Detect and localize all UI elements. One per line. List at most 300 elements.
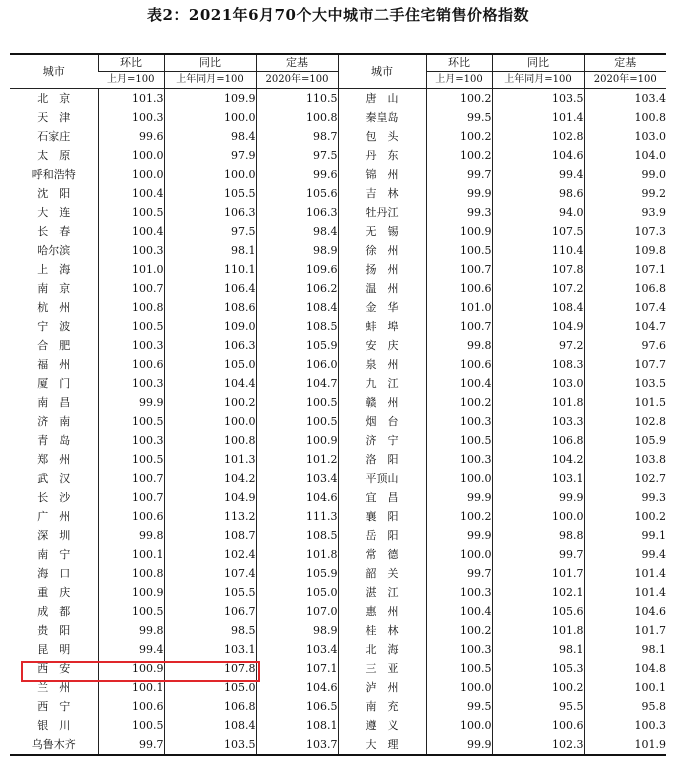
yoy-value-left: 104.9 bbox=[164, 488, 256, 507]
city-name-left: 海 口 bbox=[37, 567, 71, 580]
yoy-value-left: 97.9 bbox=[164, 146, 256, 165]
yoy-value-left: 100.8 bbox=[164, 431, 256, 450]
yoy-value-left: 106.3 bbox=[164, 203, 256, 222]
city-name-left: 南 昌 bbox=[37, 396, 71, 409]
table-row bbox=[10, 203, 666, 222]
city-name-right: 南 充 bbox=[338, 697, 426, 716]
mom-value-right: 100.2 bbox=[426, 621, 492, 640]
city-name-left: 呼和浩特 bbox=[31, 168, 76, 181]
city-name-right: 襄 阳 bbox=[338, 507, 426, 526]
base-value-left: 105.6 bbox=[256, 184, 338, 203]
base-value-left: 100.5 bbox=[256, 393, 338, 412]
yoy-value-right: 103.1 bbox=[492, 469, 584, 488]
mom-value-left: 100.7 bbox=[98, 488, 164, 507]
mom-value-right: 100.0 bbox=[426, 678, 492, 697]
table-row bbox=[10, 431, 666, 450]
yoy-value-left: 106.3 bbox=[164, 336, 256, 355]
table-row bbox=[10, 298, 666, 317]
base-value-left: 105.0 bbox=[256, 583, 338, 602]
mom-value-right: 100.3 bbox=[426, 583, 492, 602]
city-name-left: 上 海 bbox=[37, 263, 71, 276]
city-name-right: 徐 州 bbox=[338, 241, 426, 260]
base-value-left: 107.1 bbox=[256, 659, 338, 678]
base-value-left: 109.6 bbox=[256, 260, 338, 279]
base-value-right: 103.8 bbox=[584, 450, 666, 469]
yoy-value-right: 100.6 bbox=[492, 716, 584, 735]
table-row bbox=[10, 184, 666, 203]
mom-value-left: 101.0 bbox=[98, 260, 164, 279]
table-row bbox=[10, 222, 666, 241]
base-value-right: 103.5 bbox=[584, 374, 666, 393]
yoy-value-right: 101.4 bbox=[492, 108, 584, 127]
mom-value-right: 100.4 bbox=[426, 602, 492, 621]
city-name-left: 成 都 bbox=[37, 605, 71, 618]
mom-value-right: 99.8 bbox=[426, 336, 492, 355]
table-row bbox=[10, 678, 666, 697]
yoy-value-right: 107.5 bbox=[492, 222, 584, 241]
yoy-value-left: 106.7 bbox=[164, 602, 256, 621]
city-name-right: 包 头 bbox=[338, 127, 426, 146]
city-name-left: 广 州 bbox=[37, 510, 71, 523]
base-value-right: 97.6 bbox=[584, 336, 666, 355]
yoy-value-right: 97.2 bbox=[492, 336, 584, 355]
base-value-left: 100.8 bbox=[256, 108, 338, 127]
base-value-right: 106.8 bbox=[584, 279, 666, 298]
yoy-value-left: 108.6 bbox=[164, 298, 256, 317]
mom-value-left: 100.7 bbox=[98, 279, 164, 298]
city-name-right: 岳 阳 bbox=[338, 526, 426, 545]
base-value-left: 98.7 bbox=[256, 127, 338, 146]
mom-value-right: 100.3 bbox=[426, 640, 492, 659]
table-row bbox=[10, 279, 666, 298]
yoy-value-left: 97.5 bbox=[164, 222, 256, 241]
mom-value-left: 100.5 bbox=[98, 450, 164, 469]
city-name-left: 乌鲁木齐 bbox=[10, 735, 98, 755]
yoy-value-right: 108.4 bbox=[492, 298, 584, 317]
yoy-value-left: 100.2 bbox=[164, 393, 256, 412]
city-name-left: 福 州 bbox=[37, 358, 71, 371]
mom-value-left: 100.0 bbox=[98, 165, 164, 184]
yoy-value-right: 102.1 bbox=[492, 583, 584, 602]
table-row bbox=[10, 735, 666, 755]
header-base-right: 定基 bbox=[584, 54, 666, 72]
city-name-left: 武 汉 bbox=[37, 472, 71, 485]
yoy-value-right: 98.6 bbox=[492, 184, 584, 203]
mom-value-right: 100.2 bbox=[426, 146, 492, 165]
base-value-left: 105.9 bbox=[256, 564, 338, 583]
mom-value-left: 100.1 bbox=[98, 545, 164, 564]
table-row bbox=[10, 602, 666, 621]
mom-value-right: 100.5 bbox=[426, 431, 492, 450]
mom-value-right: 101.0 bbox=[426, 298, 492, 317]
mom-value-left: 100.8 bbox=[98, 564, 164, 583]
yoy-value-left: 102.4 bbox=[164, 545, 256, 564]
yoy-value-left: 103.1 bbox=[164, 640, 256, 659]
base-value-left: 106.5 bbox=[256, 697, 338, 716]
base-value-right: 99.4 bbox=[584, 545, 666, 564]
yoy-value-left: 107.4 bbox=[164, 564, 256, 583]
yoy-value-left: 105.0 bbox=[164, 355, 256, 374]
base-value-left: 100.5 bbox=[256, 412, 338, 431]
mom-value-left: 99.6 bbox=[98, 127, 164, 146]
page-title: 表2：2021年6月70个大中城市二手住宅销售价格指数 bbox=[147, 6, 529, 24]
base-value-right: 107.3 bbox=[584, 222, 666, 241]
header-yoy-sub-left: 上年同月=100 bbox=[164, 72, 256, 89]
table-row bbox=[10, 146, 666, 165]
base-value-right: 100.8 bbox=[584, 108, 666, 127]
yoy-value-right: 94.0 bbox=[492, 203, 584, 222]
mom-value-right: 99.7 bbox=[426, 165, 492, 184]
table-row bbox=[10, 697, 666, 716]
yoy-value-right: 102.3 bbox=[492, 735, 584, 755]
yoy-value-left: 113.2 bbox=[164, 507, 256, 526]
header-mom-sub-left: 上月=100 bbox=[98, 72, 164, 89]
base-value-left: 108.5 bbox=[256, 526, 338, 545]
city-name-left: 昆 明 bbox=[37, 643, 71, 656]
yoy-value-right: 108.3 bbox=[492, 355, 584, 374]
mom-value-right: 99.5 bbox=[426, 697, 492, 716]
yoy-value-right: 110.4 bbox=[492, 241, 584, 260]
table-row bbox=[10, 640, 666, 659]
header-yoy-left: 同比 bbox=[164, 54, 256, 72]
header-mom-sub-right: 上月=100 bbox=[426, 72, 492, 89]
header-city-left: 城市 bbox=[10, 54, 98, 89]
mom-value-right: 100.6 bbox=[426, 279, 492, 298]
base-value-left: 103.7 bbox=[256, 735, 338, 755]
mom-value-left: 100.9 bbox=[98, 659, 164, 678]
city-name-right: 常 德 bbox=[338, 545, 426, 564]
base-value-right: 95.8 bbox=[584, 697, 666, 716]
mom-value-right: 99.9 bbox=[426, 184, 492, 203]
city-name-right: 洛 阳 bbox=[338, 450, 426, 469]
base-value-right: 104.8 bbox=[584, 659, 666, 678]
yoy-value-right: 103.5 bbox=[492, 89, 584, 109]
table-row bbox=[10, 260, 666, 279]
city-name-right: 平顶山 bbox=[338, 469, 426, 488]
mom-value-left: 99.8 bbox=[98, 526, 164, 545]
table-row bbox=[10, 488, 666, 507]
yoy-value-left: 98.1 bbox=[164, 241, 256, 260]
yoy-value-right: 107.2 bbox=[492, 279, 584, 298]
table-row bbox=[10, 659, 666, 678]
yoy-value-right: 106.8 bbox=[492, 431, 584, 450]
base-value-right: 100.3 bbox=[584, 716, 666, 735]
city-name-left: 杭 州 bbox=[37, 301, 71, 314]
table-row bbox=[10, 317, 666, 336]
mom-value-left: 100.0 bbox=[98, 146, 164, 165]
base-value-left: 101.2 bbox=[256, 450, 338, 469]
mom-value-left: 100.3 bbox=[98, 241, 164, 260]
yoy-value-left: 105.5 bbox=[164, 184, 256, 203]
mom-value-right: 99.5 bbox=[426, 108, 492, 127]
base-value-left: 104.6 bbox=[256, 488, 338, 507]
yoy-value-right: 104.6 bbox=[492, 146, 584, 165]
base-value-right: 101.4 bbox=[584, 583, 666, 602]
mom-value-right: 100.0 bbox=[426, 716, 492, 735]
table-row bbox=[10, 450, 666, 469]
yoy-value-right: 99.7 bbox=[492, 545, 584, 564]
mom-value-left: 100.5 bbox=[98, 716, 164, 735]
yoy-value-right: 103.0 bbox=[492, 374, 584, 393]
base-value-right: 109.8 bbox=[584, 241, 666, 260]
mom-value-left: 100.3 bbox=[98, 431, 164, 450]
mom-value-right: 99.3 bbox=[426, 203, 492, 222]
base-value-right: 102.7 bbox=[584, 469, 666, 488]
table-row bbox=[10, 469, 666, 488]
mom-value-left: 100.3 bbox=[98, 374, 164, 393]
mom-value-right: 99.7 bbox=[426, 564, 492, 583]
mom-value-right: 100.4 bbox=[426, 374, 492, 393]
city-name-left: 大 连 bbox=[37, 206, 71, 219]
table-row bbox=[10, 108, 666, 127]
city-name-right: 无 锡 bbox=[338, 222, 426, 241]
base-value-right: 107.7 bbox=[584, 355, 666, 374]
base-value-left: 108.1 bbox=[256, 716, 338, 735]
table-row bbox=[10, 127, 666, 146]
mom-value-left: 100.7 bbox=[98, 469, 164, 488]
base-value-right: 104.0 bbox=[584, 146, 666, 165]
base-value-right: 105.9 bbox=[584, 431, 666, 450]
yoy-value-right: 101.7 bbox=[492, 564, 584, 583]
city-name-left: 厦 门 bbox=[37, 377, 71, 390]
base-value-left: 110.5 bbox=[256, 89, 338, 109]
yoy-value-left: 100.0 bbox=[164, 412, 256, 431]
mom-value-left: 100.3 bbox=[98, 108, 164, 127]
mom-value-left: 101.3 bbox=[98, 89, 164, 109]
base-value-left: 99.6 bbox=[256, 165, 338, 184]
city-name-right: 大 理 bbox=[338, 735, 426, 755]
city-name-left: 哈尔滨 bbox=[37, 244, 71, 257]
city-name-right: 烟 台 bbox=[338, 412, 426, 431]
mom-value-left: 100.1 bbox=[98, 678, 164, 697]
mom-value-left: 100.8 bbox=[98, 298, 164, 317]
yoy-value-right: 100.2 bbox=[492, 678, 584, 697]
mom-value-left: 100.4 bbox=[98, 184, 164, 203]
yoy-value-left: 109.0 bbox=[164, 317, 256, 336]
base-value-left: 104.6 bbox=[256, 678, 338, 697]
mom-value-right: 100.7 bbox=[426, 317, 492, 336]
base-value-right: 100.1 bbox=[584, 678, 666, 697]
mom-value-right: 100.3 bbox=[426, 450, 492, 469]
city-name-right: 扬 州 bbox=[338, 260, 426, 279]
city-name-left: 重 庆 bbox=[37, 586, 71, 599]
mom-value-right: 100.0 bbox=[426, 469, 492, 488]
base-value-right: 104.7 bbox=[584, 317, 666, 336]
city-name-left: 石家庄 bbox=[37, 130, 71, 143]
city-name-right: 吉 林 bbox=[338, 184, 426, 203]
base-value-left: 106.0 bbox=[256, 355, 338, 374]
city-name-right: 韶 关 bbox=[338, 564, 426, 583]
base-value-right: 103.0 bbox=[584, 127, 666, 146]
city-name-left: 贵 阳 bbox=[37, 624, 71, 637]
city-name-right: 遵 义 bbox=[338, 716, 426, 735]
yoy-value-left: 100.0 bbox=[164, 108, 256, 127]
table-row bbox=[10, 412, 666, 431]
yoy-value-left: 103.5 bbox=[164, 735, 256, 755]
header-base-left: 定基 bbox=[256, 54, 338, 72]
city-name-right: 蚌 埠 bbox=[338, 317, 426, 336]
city-name-right: 三 亚 bbox=[338, 659, 426, 678]
base-value-right: 102.8 bbox=[584, 412, 666, 431]
base-value-right: 103.4 bbox=[584, 89, 666, 109]
city-name-right: 金 华 bbox=[338, 298, 426, 317]
mom-value-right: 100.0 bbox=[426, 545, 492, 564]
mom-value-left: 100.6 bbox=[98, 507, 164, 526]
base-value-right: 93.9 bbox=[584, 203, 666, 222]
mom-value-left: 99.9 bbox=[98, 393, 164, 412]
base-value-right: 101.7 bbox=[584, 621, 666, 640]
yoy-value-right: 102.8 bbox=[492, 127, 584, 146]
city-name-left: 西 宁 bbox=[37, 700, 71, 713]
yoy-value-left: 106.8 bbox=[164, 697, 256, 716]
base-value-right: 101.5 bbox=[584, 393, 666, 412]
base-value-left: 103.4 bbox=[256, 469, 338, 488]
mom-value-left: 100.6 bbox=[98, 355, 164, 374]
base-value-left: 107.0 bbox=[256, 602, 338, 621]
table-row bbox=[10, 621, 666, 640]
table-row bbox=[10, 336, 666, 355]
yoy-value-left: 108.7 bbox=[164, 526, 256, 545]
mom-value-right: 100.3 bbox=[426, 412, 492, 431]
base-value-right: 99.2 bbox=[584, 184, 666, 203]
city-name-right: 湛 江 bbox=[338, 583, 426, 602]
city-name-left: 北 京 bbox=[37, 92, 71, 105]
table-row bbox=[10, 374, 666, 393]
mom-value-right: 99.9 bbox=[426, 488, 492, 507]
header-row-main bbox=[10, 54, 666, 72]
city-name-right: 惠 州 bbox=[338, 602, 426, 621]
city-name-right: 北 海 bbox=[338, 640, 426, 659]
yoy-value-right: 104.2 bbox=[492, 450, 584, 469]
yoy-value-right: 99.4 bbox=[492, 165, 584, 184]
yoy-value-left: 107.8 bbox=[164, 659, 256, 678]
city-name-left: 南 宁 bbox=[37, 548, 71, 561]
table-row bbox=[10, 583, 666, 602]
city-name-right: 宜 昌 bbox=[338, 488, 426, 507]
city-name-left: 长 春 bbox=[37, 225, 71, 238]
header-base-sub-right: 2020年=100 bbox=[584, 72, 666, 89]
base-value-right: 101.4 bbox=[584, 564, 666, 583]
table-row bbox=[10, 716, 666, 735]
base-value-left: 98.9 bbox=[256, 241, 338, 260]
yoy-value-left: 104.4 bbox=[164, 374, 256, 393]
table-row bbox=[10, 507, 666, 526]
base-value-right: 107.4 bbox=[584, 298, 666, 317]
base-value-left: 104.7 bbox=[256, 374, 338, 393]
base-value-left: 108.4 bbox=[256, 298, 338, 317]
base-value-left: 105.9 bbox=[256, 336, 338, 355]
mom-value-left: 100.3 bbox=[98, 336, 164, 355]
yoy-value-right: 105.6 bbox=[492, 602, 584, 621]
base-value-right: 99.0 bbox=[584, 165, 666, 184]
mom-value-left: 100.5 bbox=[98, 412, 164, 431]
base-value-left: 97.5 bbox=[256, 146, 338, 165]
header-mom-left: 环比 bbox=[98, 54, 164, 72]
mom-value-left: 100.5 bbox=[98, 317, 164, 336]
mom-value-right: 100.2 bbox=[426, 127, 492, 146]
header-yoy-sub-right: 上年同月=100 bbox=[492, 72, 584, 89]
mom-value-right: 100.7 bbox=[426, 260, 492, 279]
city-name-right: 秦皇岛 bbox=[338, 108, 426, 127]
yoy-value-right: 101.8 bbox=[492, 393, 584, 412]
mom-value-right: 99.9 bbox=[426, 526, 492, 545]
city-name-left: 太 原 bbox=[37, 149, 71, 162]
city-name-left: 西 安 bbox=[37, 662, 71, 675]
table-row bbox=[10, 355, 666, 374]
yoy-value-right: 99.9 bbox=[492, 488, 584, 507]
yoy-value-left: 105.0 bbox=[164, 678, 256, 697]
city-name-left: 郑 州 bbox=[37, 453, 71, 466]
yoy-value-left: 106.4 bbox=[164, 279, 256, 298]
city-name-right: 泉 州 bbox=[338, 355, 426, 374]
city-name-left: 长 沙 bbox=[37, 491, 71, 504]
base-value-right: 99.1 bbox=[584, 526, 666, 545]
city-name-right: 济 宁 bbox=[338, 431, 426, 450]
city-name-left: 沈 阳 bbox=[37, 187, 71, 200]
base-value-right: 107.1 bbox=[584, 260, 666, 279]
base-value-left: 106.3 bbox=[256, 203, 338, 222]
mom-value-right: 100.2 bbox=[426, 89, 492, 109]
table-row bbox=[10, 165, 666, 184]
mom-value-left: 99.8 bbox=[98, 621, 164, 640]
yoy-value-left: 104.2 bbox=[164, 469, 256, 488]
base-value-right: 104.6 bbox=[584, 602, 666, 621]
city-name-right: 九 江 bbox=[338, 374, 426, 393]
base-value-left: 108.5 bbox=[256, 317, 338, 336]
mom-value-left: 100.6 bbox=[98, 697, 164, 716]
city-name-left: 天 津 bbox=[37, 111, 71, 124]
city-name-right: 锦 州 bbox=[338, 165, 426, 184]
base-value-right: 99.3 bbox=[584, 488, 666, 507]
base-value-left: 106.2 bbox=[256, 279, 338, 298]
base-value-left: 100.9 bbox=[256, 431, 338, 450]
city-name-left: 银 川 bbox=[37, 719, 71, 732]
mom-value-right: 100.5 bbox=[426, 659, 492, 678]
mom-value-left: 99.4 bbox=[98, 640, 164, 659]
mom-value-right: 100.2 bbox=[426, 393, 492, 412]
yoy-value-left: 98.4 bbox=[164, 127, 256, 146]
yoy-value-right: 107.8 bbox=[492, 260, 584, 279]
header-base-sub-left: 2020年=100 bbox=[256, 72, 338, 89]
city-name-left: 深 圳 bbox=[37, 529, 71, 542]
yoy-value-left: 105.5 bbox=[164, 583, 256, 602]
base-value-left: 98.9 bbox=[256, 621, 338, 640]
city-name-left: 南 京 bbox=[37, 282, 71, 295]
table-row bbox=[10, 393, 666, 412]
yoy-value-left: 110.1 bbox=[164, 260, 256, 279]
yoy-value-right: 98.8 bbox=[492, 526, 584, 545]
yoy-value-right: 100.0 bbox=[492, 507, 584, 526]
base-value-left: 98.4 bbox=[256, 222, 338, 241]
yoy-value-left: 109.9 bbox=[164, 89, 256, 109]
mom-value-right: 100.2 bbox=[426, 507, 492, 526]
table-row bbox=[10, 241, 666, 260]
city-name-right: 唐 山 bbox=[338, 89, 426, 109]
base-value-left: 111.3 bbox=[256, 507, 338, 526]
yoy-value-right: 95.5 bbox=[492, 697, 584, 716]
city-name-left: 兰 州 bbox=[37, 681, 71, 694]
header-city-right: 城市 bbox=[338, 54, 426, 89]
mom-value-right: 100.9 bbox=[426, 222, 492, 241]
mom-value-right: 100.5 bbox=[426, 241, 492, 260]
city-name-right: 安 庆 bbox=[338, 336, 426, 355]
yoy-value-right: 105.3 bbox=[492, 659, 584, 678]
yoy-value-right: 104.9 bbox=[492, 317, 584, 336]
yoy-value-left: 100.0 bbox=[164, 165, 256, 184]
yoy-value-right: 98.1 bbox=[492, 640, 584, 659]
table-row bbox=[10, 89, 666, 109]
city-name-left: 宁 波 bbox=[37, 320, 71, 333]
